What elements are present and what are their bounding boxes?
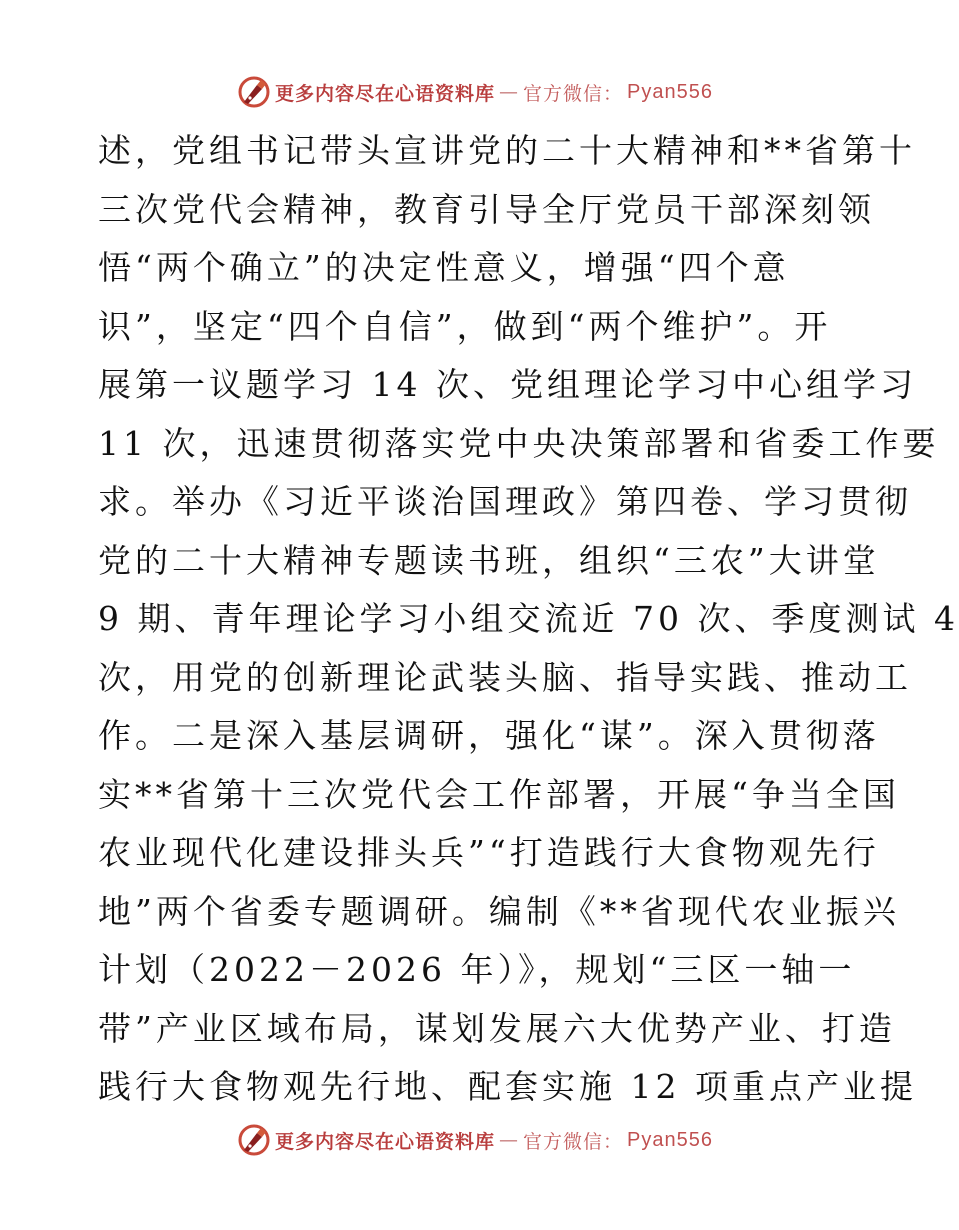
text-line: 地”两个省委专题调研。编制《**省现代农业振兴 bbox=[98, 891, 900, 931]
text-line: 实**省第十三次党代会工作部署，开展“争当全国 bbox=[98, 774, 900, 814]
text-line: 求。举办《习近平谈治国理政》第四卷、学习贯彻 bbox=[98, 482, 912, 521]
text-line: 识”，坚定“四个自信”，做到“两个维护”。开 bbox=[98, 306, 832, 346]
text-line: 作。二是深入基层调研，强化“谋”。深入贯彻落 bbox=[98, 716, 880, 755]
pen-nib-logo-icon bbox=[237, 1123, 271, 1157]
document-body bbox=[98, 122, 959, 1117]
text-line: 党的二十大精神专题读书班，组织“三农”大讲堂 bbox=[98, 540, 880, 580]
pen-nib-logo-icon bbox=[237, 75, 271, 109]
text-line: 计划（2022－2026 年）》，规划“三区一轴一 bbox=[98, 950, 856, 989]
text-line: 9 期、青年理论学习小组交流近 70 次、季度测试 4 bbox=[98, 599, 959, 638]
text-line: 述，党组书记带头宣讲党的二十大精神和**省第十 bbox=[98, 131, 916, 170]
watermark-separator: — bbox=[499, 1129, 520, 1151]
text-line: 悟“两个确立”的决定性意义，增强“四个意 bbox=[98, 248, 790, 287]
text-line: 次，用党的创新理论武装头脑、指导实践、推动工 bbox=[98, 657, 912, 697]
text-line: 农业现代化建设排头兵”“打造践行大食物观先行 bbox=[98, 833, 880, 872]
watermark-content bbox=[237, 1123, 713, 1157]
text-line: 展第一议题学习 14 次、党组理论学习中心组学习 bbox=[98, 365, 917, 404]
watermark-separator: — bbox=[499, 81, 520, 103]
footer-watermark bbox=[0, 1120, 950, 1160]
text-line: 11 次，迅速贯彻落实党中央决策部署和省委工作要 bbox=[98, 423, 940, 463]
watermark-wechat-id: Pyan556 bbox=[627, 1128, 713, 1151]
text-line: 三次党代会精神，教育引导全厅党员干部深刻领 bbox=[98, 189, 875, 229]
text-line: 践行大食物观先行地、配套实施 12 项重点产业提 bbox=[98, 1067, 917, 1106]
watermark-label: 官方微信： bbox=[523, 1130, 624, 1153]
text-line: 带”产业区域布局，谋划发展六大优势产业、打造 bbox=[98, 1008, 896, 1048]
watermark-label: 官方微信： bbox=[523, 82, 624, 105]
watermark-title: 更多内容尽在心语资料库 bbox=[275, 82, 496, 105]
watermark-content bbox=[237, 75, 713, 109]
watermark-title: 更多内容尽在心语资料库 bbox=[275, 1130, 496, 1153]
header-watermark bbox=[0, 72, 950, 112]
watermark-wechat-id: Pyan556 bbox=[627, 80, 713, 103]
